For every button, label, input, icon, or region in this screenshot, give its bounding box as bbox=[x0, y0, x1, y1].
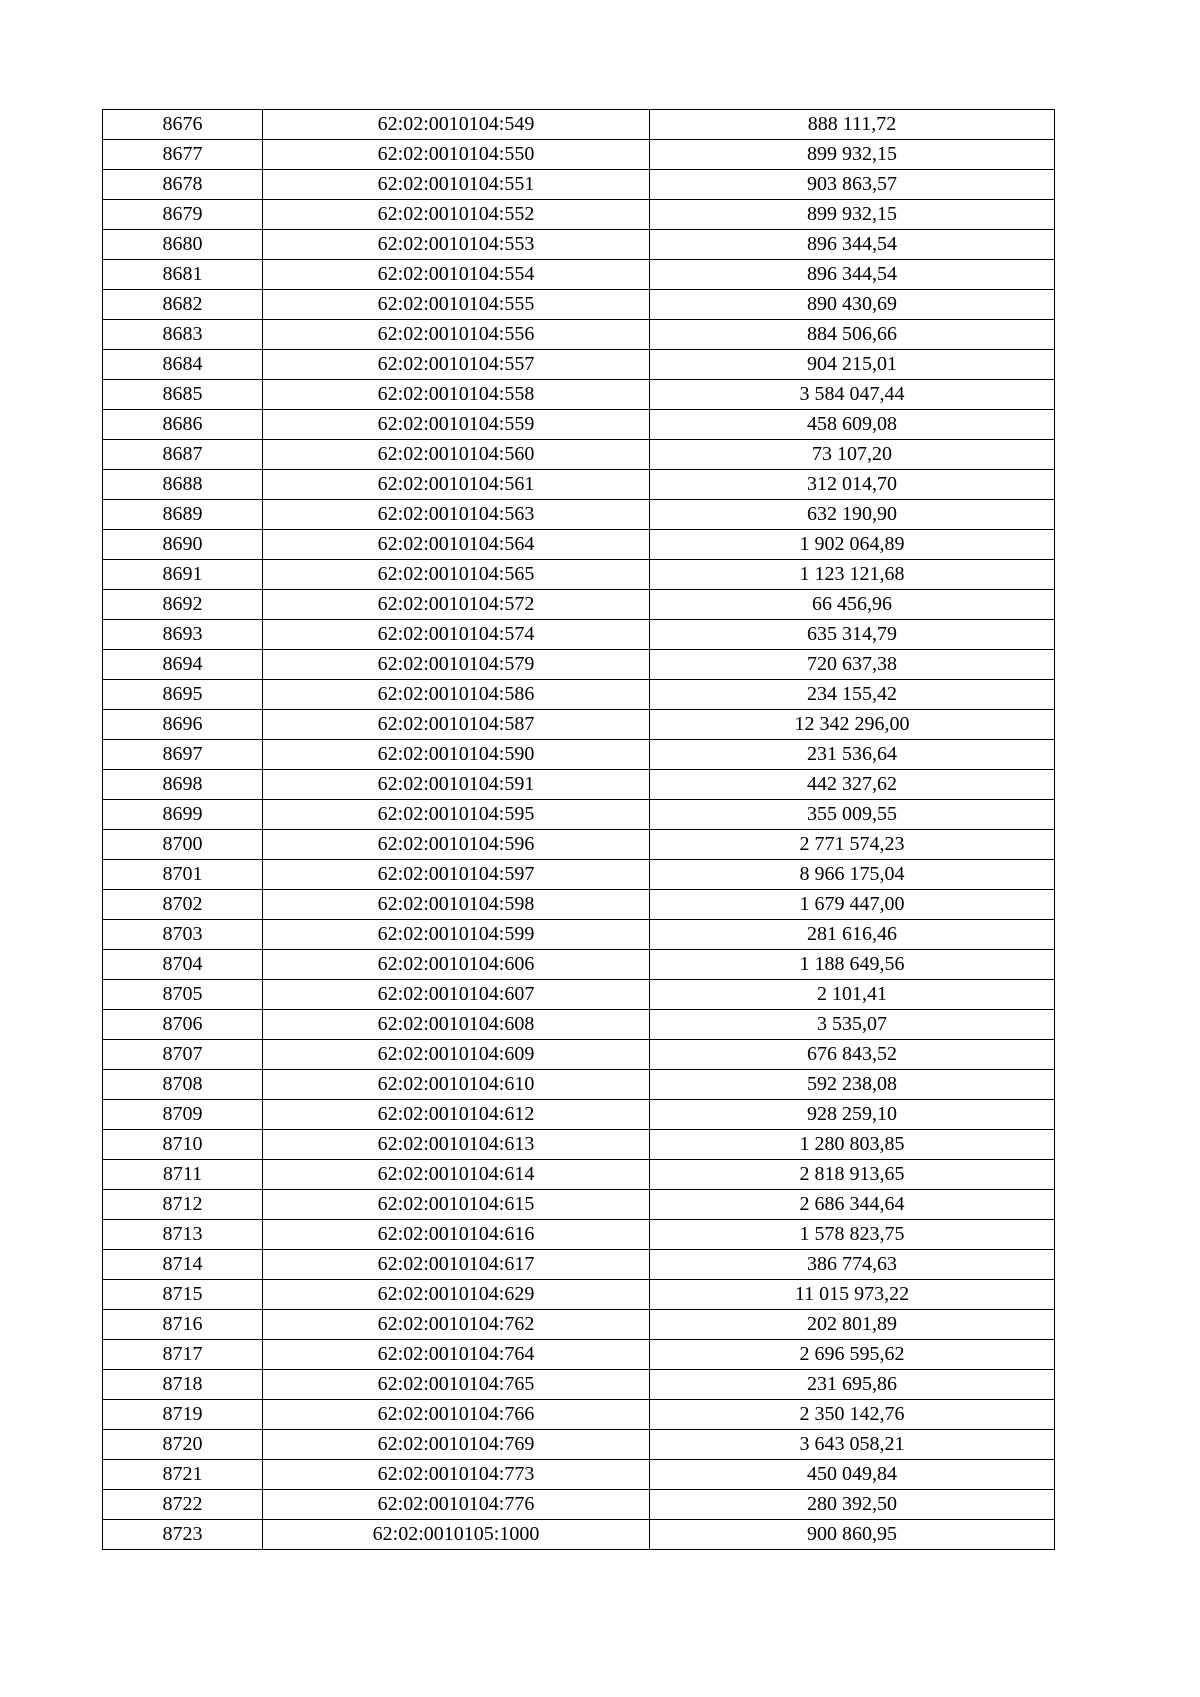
cadastral-number-cell: 62:02:0010104:565 bbox=[263, 560, 650, 590]
table-row bbox=[103, 680, 1055, 710]
row-number-cell: 8713 bbox=[103, 1220, 263, 1250]
cadastral-value-cell: 1 902 064,89 bbox=[650, 530, 1055, 560]
row-number-cell: 8693 bbox=[103, 620, 263, 650]
row-number-cell: 8689 bbox=[103, 500, 263, 530]
cadastral-value-cell: 442 327,62 bbox=[650, 770, 1055, 800]
table-row bbox=[103, 800, 1055, 830]
cadastral-number-cell: 62:02:0010104:559 bbox=[263, 410, 650, 440]
table-row bbox=[103, 770, 1055, 800]
table-row bbox=[103, 1100, 1055, 1130]
table-row bbox=[103, 1340, 1055, 1370]
table-row bbox=[103, 1010, 1055, 1040]
table-row bbox=[103, 950, 1055, 980]
cadastral-value-cell: 66 456,96 bbox=[650, 590, 1055, 620]
cadastral-number-cell: 62:02:0010104:612 bbox=[263, 1100, 650, 1130]
table-row bbox=[103, 1430, 1055, 1460]
table-row bbox=[103, 1220, 1055, 1250]
cadastral-value-cell: 720 637,38 bbox=[650, 650, 1055, 680]
cadastral-number-cell: 62:02:0010104:595 bbox=[263, 800, 650, 830]
cadastral-number-cell: 62:02:0010104:563 bbox=[263, 500, 650, 530]
table-row bbox=[103, 710, 1055, 740]
table-row bbox=[103, 320, 1055, 350]
cadastral-value-cell: 928 259,10 bbox=[650, 1100, 1055, 1130]
row-number-cell: 8682 bbox=[103, 290, 263, 320]
cadastral-number-cell: 62:02:0010105:1000 bbox=[263, 1520, 650, 1550]
cadastral-value-cell: 12 342 296,00 bbox=[650, 710, 1055, 740]
cadastral-value-cell: 312 014,70 bbox=[650, 470, 1055, 500]
row-number-cell: 8677 bbox=[103, 140, 263, 170]
cadastral-number-cell: 62:02:0010104:554 bbox=[263, 260, 650, 290]
cadastral-number-cell: 62:02:0010104:552 bbox=[263, 200, 650, 230]
cadastral-value-cell: 450 049,84 bbox=[650, 1460, 1055, 1490]
table-row bbox=[103, 650, 1055, 680]
cadastral-number-cell: 62:02:0010104:560 bbox=[263, 440, 650, 470]
table-row bbox=[103, 1400, 1055, 1430]
row-number-cell: 8681 bbox=[103, 260, 263, 290]
cadastral-value-cell: 386 774,63 bbox=[650, 1250, 1055, 1280]
row-number-cell: 8714 bbox=[103, 1250, 263, 1280]
cadastral-value-cell: 2 101,41 bbox=[650, 980, 1055, 1010]
cadastral-number-cell: 62:02:0010104:572 bbox=[263, 590, 650, 620]
row-number-cell: 8711 bbox=[103, 1160, 263, 1190]
row-number-cell: 8688 bbox=[103, 470, 263, 500]
cadastral-value-cell: 592 238,08 bbox=[650, 1070, 1055, 1100]
table-row bbox=[103, 980, 1055, 1010]
cadastral-value-cell: 899 932,15 bbox=[650, 140, 1055, 170]
row-number-cell: 8706 bbox=[103, 1010, 263, 1040]
cadastral-number-cell: 62:02:0010104:615 bbox=[263, 1190, 650, 1220]
cadastral-value-cell: 458 609,08 bbox=[650, 410, 1055, 440]
cadastral-number-cell: 62:02:0010104:613 bbox=[263, 1130, 650, 1160]
cadastral-value-cell: 1 679 447,00 bbox=[650, 890, 1055, 920]
cadastral-value-cell: 903 863,57 bbox=[650, 170, 1055, 200]
cadastral-value-cell: 355 009,55 bbox=[650, 800, 1055, 830]
cadastral-number-cell: 62:02:0010104:610 bbox=[263, 1070, 650, 1100]
cadastral-value-cell: 281 616,46 bbox=[650, 920, 1055, 950]
table-row bbox=[103, 620, 1055, 650]
cadastral-value-cell: 676 843,52 bbox=[650, 1040, 1055, 1070]
cadastral-number-cell: 62:02:0010104:776 bbox=[263, 1490, 650, 1520]
row-number-cell: 8684 bbox=[103, 350, 263, 380]
cadastral-value-cell: 3 584 047,44 bbox=[650, 380, 1055, 410]
cadastral-number-cell: 62:02:0010104:555 bbox=[263, 290, 650, 320]
cadastral-value-cell: 8 966 175,04 bbox=[650, 860, 1055, 890]
table-row bbox=[103, 290, 1055, 320]
cadastral-value-cell: 11 015 973,22 bbox=[650, 1280, 1055, 1310]
cadastral-number-cell: 62:02:0010104:553 bbox=[263, 230, 650, 260]
row-number-cell: 8703 bbox=[103, 920, 263, 950]
cadastral-value-cell: 234 155,42 bbox=[650, 680, 1055, 710]
cadastral-number-cell: 62:02:0010104:598 bbox=[263, 890, 650, 920]
table-row bbox=[103, 440, 1055, 470]
cadastral-value-cell: 2 771 574,23 bbox=[650, 830, 1055, 860]
cadastral-number-cell: 62:02:0010104:551 bbox=[263, 170, 650, 200]
table-row bbox=[103, 830, 1055, 860]
table-row bbox=[103, 1370, 1055, 1400]
cadastral-number-cell: 62:02:0010104:617 bbox=[263, 1250, 650, 1280]
table-row bbox=[103, 1130, 1055, 1160]
cadastral-number-cell: 62:02:0010104:606 bbox=[263, 950, 650, 980]
table-row bbox=[103, 890, 1055, 920]
row-number-cell: 8720 bbox=[103, 1430, 263, 1460]
row-number-cell: 8690 bbox=[103, 530, 263, 560]
cadastral-value-cell: 904 215,01 bbox=[650, 350, 1055, 380]
cadastral-value-cell: 231 695,86 bbox=[650, 1370, 1055, 1400]
table-row bbox=[103, 500, 1055, 530]
cadastral-number-cell: 62:02:0010104:766 bbox=[263, 1400, 650, 1430]
cadastral-value-cell: 899 932,15 bbox=[650, 200, 1055, 230]
row-number-cell: 8694 bbox=[103, 650, 263, 680]
cadastral-number-cell: 62:02:0010104:608 bbox=[263, 1010, 650, 1040]
cadastral-value-cell: 3 535,07 bbox=[650, 1010, 1055, 1040]
cadastral-value-cell: 1 188 649,56 bbox=[650, 950, 1055, 980]
row-number-cell: 8707 bbox=[103, 1040, 263, 1070]
cadastral-value-cell: 202 801,89 bbox=[650, 1310, 1055, 1340]
cadastral-number-cell: 62:02:0010104:596 bbox=[263, 830, 650, 860]
cadastral-number-cell: 62:02:0010104:590 bbox=[263, 740, 650, 770]
table-row bbox=[103, 920, 1055, 950]
cadastral-number-cell: 62:02:0010104:607 bbox=[263, 980, 650, 1010]
row-number-cell: 8710 bbox=[103, 1130, 263, 1160]
row-number-cell: 8679 bbox=[103, 200, 263, 230]
row-number-cell: 8721 bbox=[103, 1460, 263, 1490]
row-number-cell: 8704 bbox=[103, 950, 263, 980]
cadastral-value-cell: 231 536,64 bbox=[650, 740, 1055, 770]
cadastral-number-cell: 62:02:0010104:586 bbox=[263, 680, 650, 710]
row-number-cell: 8698 bbox=[103, 770, 263, 800]
table-row bbox=[103, 140, 1055, 170]
row-number-cell: 8680 bbox=[103, 230, 263, 260]
cadastral-number-cell: 62:02:0010104:614 bbox=[263, 1160, 650, 1190]
cadastral-number-cell: 62:02:0010104:762 bbox=[263, 1310, 650, 1340]
row-number-cell: 8676 bbox=[103, 110, 263, 140]
table-row bbox=[103, 1040, 1055, 1070]
table-row bbox=[103, 1160, 1055, 1190]
cadastral-number-cell: 62:02:0010104:564 bbox=[263, 530, 650, 560]
table-row bbox=[103, 1460, 1055, 1490]
table-row bbox=[103, 380, 1055, 410]
cadastral-value-cell: 900 860,95 bbox=[650, 1520, 1055, 1550]
row-number-cell: 8702 bbox=[103, 890, 263, 920]
cadastral-value-cell: 2 818 913,65 bbox=[650, 1160, 1055, 1190]
cadastral-number-cell: 62:02:0010104:579 bbox=[263, 650, 650, 680]
row-number-cell: 8691 bbox=[103, 560, 263, 590]
row-number-cell: 8687 bbox=[103, 440, 263, 470]
row-number-cell: 8716 bbox=[103, 1310, 263, 1340]
row-number-cell: 8708 bbox=[103, 1070, 263, 1100]
row-number-cell: 8685 bbox=[103, 380, 263, 410]
row-number-cell: 8722 bbox=[103, 1490, 263, 1520]
table-row bbox=[103, 590, 1055, 620]
cadastral-value-cell: 1 280 803,85 bbox=[650, 1130, 1055, 1160]
cadastral-value-cell: 632 190,90 bbox=[650, 500, 1055, 530]
cadastral-number-cell: 62:02:0010104:549 bbox=[263, 110, 650, 140]
cadastral-value-cell: 888 111,72 bbox=[650, 110, 1055, 140]
table-row bbox=[103, 230, 1055, 260]
cadastral-number-cell: 62:02:0010104:587 bbox=[263, 710, 650, 740]
row-number-cell: 8678 bbox=[103, 170, 263, 200]
row-number-cell: 8717 bbox=[103, 1340, 263, 1370]
cadastral-value-cell: 890 430,69 bbox=[650, 290, 1055, 320]
cadastral-number-cell: 62:02:0010104:557 bbox=[263, 350, 650, 380]
table-row bbox=[103, 470, 1055, 500]
row-number-cell: 8696 bbox=[103, 710, 263, 740]
cadastral-number-cell: 62:02:0010104:609 bbox=[263, 1040, 650, 1070]
table-row bbox=[103, 1250, 1055, 1280]
table-row bbox=[103, 200, 1055, 230]
row-number-cell: 8701 bbox=[103, 860, 263, 890]
row-number-cell: 8719 bbox=[103, 1400, 263, 1430]
table-row bbox=[103, 740, 1055, 770]
cadastral-value-cell: 884 506,66 bbox=[650, 320, 1055, 350]
row-number-cell: 8715 bbox=[103, 1280, 263, 1310]
table-row bbox=[103, 560, 1055, 590]
cadastral-value-cell: 896 344,54 bbox=[650, 230, 1055, 260]
cadastral-number-cell: 62:02:0010104:558 bbox=[263, 380, 650, 410]
table-row bbox=[103, 260, 1055, 290]
cadastral-value-cell: 1 123 121,68 bbox=[650, 560, 1055, 590]
cadastral-value-cell: 3 643 058,21 bbox=[650, 1430, 1055, 1460]
row-number-cell: 8705 bbox=[103, 980, 263, 1010]
row-number-cell: 8699 bbox=[103, 800, 263, 830]
table-row bbox=[103, 110, 1055, 140]
cadastral-number-cell: 62:02:0010104:765 bbox=[263, 1370, 650, 1400]
cadastral-number-cell: 62:02:0010104:764 bbox=[263, 1340, 650, 1370]
cadastral-number-cell: 62:02:0010104:550 bbox=[263, 140, 650, 170]
cadastral-number-cell: 62:02:0010104:574 bbox=[263, 620, 650, 650]
cadastral-value-cell: 2 686 344,64 bbox=[650, 1190, 1055, 1220]
table-row bbox=[103, 170, 1055, 200]
table-row bbox=[103, 410, 1055, 440]
row-number-cell: 8723 bbox=[103, 1520, 263, 1550]
row-number-cell: 8695 bbox=[103, 680, 263, 710]
row-number-cell: 8709 bbox=[103, 1100, 263, 1130]
row-number-cell: 8697 bbox=[103, 740, 263, 770]
table-row bbox=[103, 1520, 1055, 1550]
cadastral-number-cell: 62:02:0010104:629 bbox=[263, 1280, 650, 1310]
row-number-cell: 8718 bbox=[103, 1370, 263, 1400]
cadastral-number-cell: 62:02:0010104:769 bbox=[263, 1430, 650, 1460]
cadastral-value-cell: 1 578 823,75 bbox=[650, 1220, 1055, 1250]
table-row bbox=[103, 1490, 1055, 1520]
row-number-cell: 8683 bbox=[103, 320, 263, 350]
cadastral-value-table bbox=[102, 109, 1055, 1550]
row-number-cell: 8692 bbox=[103, 590, 263, 620]
cadastral-number-cell: 62:02:0010104:599 bbox=[263, 920, 650, 950]
cadastral-value-cell: 73 107,20 bbox=[650, 440, 1055, 470]
table-row bbox=[103, 1310, 1055, 1340]
table-row bbox=[103, 860, 1055, 890]
cadastral-value-cell: 2 696 595,62 bbox=[650, 1340, 1055, 1370]
table-body bbox=[103, 110, 1055, 1550]
row-number-cell: 8686 bbox=[103, 410, 263, 440]
cadastral-number-cell: 62:02:0010104:556 bbox=[263, 320, 650, 350]
cadastral-value-cell: 280 392,50 bbox=[650, 1490, 1055, 1520]
cadastral-number-cell: 62:02:0010104:616 bbox=[263, 1220, 650, 1250]
cadastral-number-cell: 62:02:0010104:773 bbox=[263, 1460, 650, 1490]
cadastral-number-cell: 62:02:0010104:591 bbox=[263, 770, 650, 800]
cadastral-value-cell: 896 344,54 bbox=[650, 260, 1055, 290]
table-row bbox=[103, 1190, 1055, 1220]
cadastral-number-cell: 62:02:0010104:597 bbox=[263, 860, 650, 890]
cadastral-value-cell: 635 314,79 bbox=[650, 620, 1055, 650]
row-number-cell: 8712 bbox=[103, 1190, 263, 1220]
cadastral-value-cell: 2 350 142,76 bbox=[650, 1400, 1055, 1430]
cadastral-number-cell: 62:02:0010104:561 bbox=[263, 470, 650, 500]
row-number-cell: 8700 bbox=[103, 830, 263, 860]
table-row bbox=[103, 1280, 1055, 1310]
table-row bbox=[103, 1070, 1055, 1100]
table-row bbox=[103, 530, 1055, 560]
table-row bbox=[103, 350, 1055, 380]
